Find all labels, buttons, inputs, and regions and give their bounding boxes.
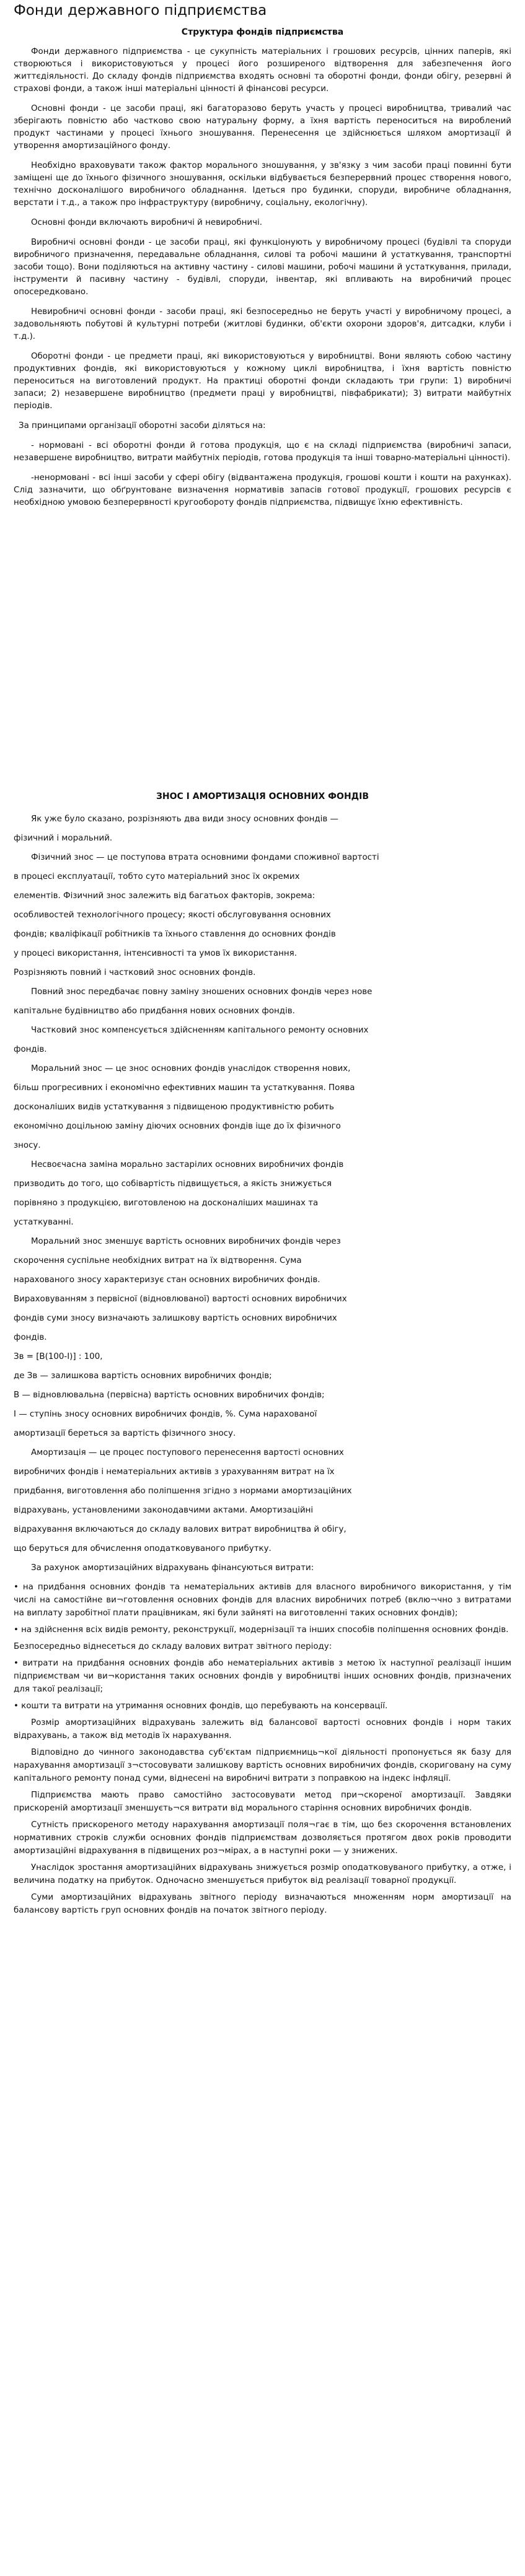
paragraph: Основні фонди - це засоби праці, які багаторазово беруть участь у процесі виробництва, тривалий час зберігають повністю або частково свою натуральну форму, а їхня вартість переноситься на вироблений продукт частинами у процесі їхнього зношування. Перенесення це здійснюється шляхом амортизації й утворення амортизаційного фонду. — [14, 104, 511, 151]
text-line: Повний знос передбачає повну заміну зношених основних фондів через нове — [31, 987, 373, 997]
section-heading: Структура фондів підприємства — [181, 27, 344, 37]
paragraph: Суми амортизаційних відрахувань звітного періоду визначаються множенням норм амортизації на балансову вартість груп основних фондів на початок звітного періоду. — [14, 1893, 511, 1915]
text-line: у процесі використання, інтенсивності та умов їх використання. — [14, 949, 297, 958]
text-line: Несвоєчасна заміна морально застарілих основних виробничих фондів — [31, 1160, 344, 1169]
bullet-item: • на придбання основних фондів та нематеріальних активів для власного виробничого використання, у тім числі на самостійне ви¬готовлення основних фондів для власних виробничих потреб (вклю¬чно з витратами на виплату заробітної плати працівникам, які були зайняті на виготовленні таких основних фондів); — [14, 1583, 511, 1618]
text-line: Частковий знос компенсується здійсненням капітального ремонту основних — [31, 1026, 369, 1035]
paragraph: Оборотні фонди - це предмети праці, які використовуються у виробництві. Вони являють собою частину продуктивних фондів, які використовуються у кожному циклі виробництва, і їхня вартість повністю переноситься на виготовлений продукт. На практиці оборотні фонди складають три групи: 1) виробничі запаси; 2) незавершене виробництво (предмети праці у виробництві, півфабрикати); 3) витрати майбутніх періодів. — [14, 352, 511, 411]
text-line: Амортизація — це процес поступового перенесення вартості основних — [31, 1448, 344, 1457]
paragraph: Розмір амортизаційних відрахувань залежить від балансової вартості основних фондів і норм таких відрахувань, а також від методів їх нарахування. — [14, 1718, 511, 1740]
text-line: придбання, виготовлення або поліпшення згідно з нормами амортизаційних — [14, 1487, 352, 1496]
text-line: виробничих фондів і нематеріальних активів з урахуванням витрат на їх — [14, 1467, 335, 1477]
text-line: нарахованого зносу характеризує стан основних виробничих фондів. — [14, 1275, 320, 1285]
paragraph: Невиробничі основні фонди - засоби праці, які безпосередньо не беруть участі у виробничому процесі, а задовольняють побутові й культурні потреби (житлові будинки, об'єкти охорони здоров'я, дитсадки, клуби і т.д.). — [14, 307, 511, 341]
text-line: скорочення суспільне необхідних витрат на їх відтворення. Сума — [14, 1256, 302, 1265]
text-line: економічно доцільною заміну діючих основних фондів іще до їх фізичного — [14, 1122, 341, 1131]
text-line: де Зв — залишкова вартість основних виробничих фондів; — [14, 1371, 272, 1381]
bullet-item: • на здійснення всіх видів ремонту, реконструкції, модернізації та інших способів поліпшення основних фондів. — [14, 1625, 509, 1635]
paragraph: Основні фонди включають виробничі й невиробничі. — [31, 218, 262, 227]
text-line: За рахунок амортизаційних відрахувань фінансуються витрати: — [31, 1563, 314, 1573]
text-line: І — ступінь зносу основних виробничих фондів, %. Сума нарахованої — [14, 1410, 317, 1419]
fund-structure-section — [14, 27, 511, 509]
bullet-item: • кошти та витрати на утримання основних фондів, що перебувають на консервації. — [14, 1701, 388, 1711]
text-line: фізичний і моральний. — [14, 834, 113, 843]
text-line: В — відновлювальна (первісна) вартість основних виробничих фондів; — [14, 1391, 325, 1400]
text-line: фондів. — [14, 1045, 47, 1054]
text-line: Фізичний знос — це поступова втрата основними фондами споживної вартості — [31, 853, 379, 862]
text-line: досконаліших видів устаткування з підвищеною продуктивністю робить — [14, 1102, 334, 1112]
section-heading: ЗНОС І АМОРТИЗАЦІЯ ОСНОВНИХ ФОНДІВ — [156, 792, 369, 801]
text-line: призводить до того, що собівартість підвищується, а якість знижується — [14, 1179, 332, 1189]
text-line: устаткуванні. — [14, 1218, 74, 1227]
paragraph: Необхідно враховувати також фактор морального зношування, у зв'язку з чим засоби праці повинні бути заміщені ще до їхнього фізичного зношування, оскільки відбувається безперервний процес створення нового, технічно досконалішого виробничого обладнання. Ідеться про будинки, споруди, виробниче обладнання, верстати і т.д., а також про інфраструктуру (виробничу, соціальну, екологічну). — [14, 161, 511, 207]
text-line: в процесі експлуатації, тобто суто матеріальний знос їх окремих — [14, 872, 300, 881]
text-line: фондів. — [14, 1333, 47, 1342]
text-line: Моральний знос — це знос основних фондів унаслідок створення нових, — [31, 1064, 351, 1073]
text-line: елементів. Фізичний знос залежить від багатьох факторів, зокрема: — [14, 891, 315, 901]
text-line: амортизації береться за вартість фізичного зносу. — [14, 1429, 236, 1438]
text-line: зносу. — [14, 1141, 41, 1150]
paragraph: - нормовані - всі оборотні фонди й готова продукція, що є на складі підприємства (виробничі запаси, незавершене виробництво, витрати майбутніх періодів, готова продукція та інші товарно-матеріальні цінності). — [14, 441, 511, 463]
text-line: Розрізняють повний і частковий знос основних фондів. — [14, 968, 256, 977]
text-line: фондів суми зносу визначають залишкову вартість основних виробничих — [14, 1314, 337, 1323]
text-line: Моральний знос зменшує вартість основних виробничих фондів через — [31, 1237, 341, 1246]
text-line: Як уже було сказано, розрізняють два види зносу основних фондів — — [31, 814, 338, 824]
text-line: капітальне будівництво або придбання нових основних фондів. — [14, 1006, 295, 1016]
blank-space — [14, 517, 511, 792]
text-line: порівняно з продукцією, виготовленою на досконаліших машинах та — [14, 1198, 319, 1208]
text-line: Вираховуванням з первісної (відновлюваної) вартості основних виробничих — [14, 1295, 347, 1304]
paragraph: Відповідно до чинного законодавства суб'єктам підприємниць¬кої діяльності пропонується як базу для нарахування амортизації з¬стосовувати залишкову вартість основних виробничих фондів, скориговану на суму капітального ремонту понад суми, віднесені на виробничі витрати з поправкою на індекс інфляції. — [14, 1748, 511, 1783]
text-line: фондів; кваліфікації робітників та їхнього ставлення до основних фондів — [14, 930, 336, 939]
text-line: що беруться для обчислення оподатковуваного прибутку. — [14, 1544, 271, 1553]
paragraph: За принципами організації оборотні засоби діляться на: — [19, 421, 266, 430]
document-title: Фонди державного підприємства — [14, 2, 267, 19]
paragraph: -ненормовані - всі інші засоби у сфері обігу (відвантажена продукція, грошові кошти і кошти на рахунках). Слід зазначити, що обґрунтоване визначення нормативів запасів готової продукції, грошових ресурсів є необхідною умовою безперервності кругообороту фондів підприємства, підвищує їхню ефективність. — [14, 473, 511, 507]
paragraph: Фонди державного підприємства - це сукупність матеріальних і грошових ресурсів, цінних паперів, які створюються і використовуються у процесі його розширеного відтворення для забезпечення його життєдіяльності. До складу фондів підприємства входять основні та оборотні фонди, фонди обігу, резервні й страхові фонди, а також інші матеріальні цінності й фінансові ресурси. — [14, 47, 511, 94]
paragraph: Виробничі основні фонди - це засоби праці, які функціонують у виробничому процесі (будівлі та споруди виробничого призначення, передавальне обладнання, силові та робочі машини й устаткування, транспортні засоби тощо). Вони поділяються на активну частину - силові машини, робочі машини й устаткування, прилади, інструменти й пасивну частину - будівлі, споруди, інвентар, які впливають на виробничий процес опосередковано. — [14, 238, 511, 297]
text-line: відрахувань, установленими законодавчими актами. Амортизаційні — [14, 1506, 314, 1515]
text-line: відрахування включаються до складу валових витрат виробництва й обігу, — [14, 1525, 346, 1534]
formula: Зв = [В(100-І)] : 100, — [14, 1352, 103, 1361]
bullet-item: • витрати на придбання основних фондів або нематеріальних активів з метою їх наступної реалізації іншим підприємствам чи ви¬користання таких основних фондів у виробництві інших основних фондів, призначених для такої реалізації; — [14, 1659, 511, 1694]
text-line: більш прогресивних і економічно ефективних машин та устаткування. Поява — [14, 1083, 355, 1093]
paragraph: Сутність прискореного методу нарахування амортизації поля¬гає в тім, що без скорочення встановлених нормативних строків служби основних фондів підприємствам дозволяється протягом двох років проводити амортизаційні відрахування в підвищених роз¬мірах, а в наступні роки — у знижених. — [14, 1820, 511, 1856]
text-line: Безпосередньо віднесеться до складу валових витрат звітного періоду: — [14, 1642, 332, 1651]
paragraph: Підприємства мають право самостійно застосовувати метод при¬скореної амортизації. Завдяки прискореній амортизації зменшуєть¬ся витрати від морального старіння основних виробничих фондів. — [14, 1791, 511, 1813]
text-line: особливостей технологічного процесу; якості обслуговування основних — [14, 910, 331, 920]
paragraph: Унаслідок зростання амортизаційних відрахувань знижується розмір оподатковуваного прибутку, а отже, і величина податку на прибуток. Одночасно зменшується прибуток від реалізації товарної продукції. — [14, 1863, 511, 1885]
depreciation-section — [14, 792, 511, 1917]
